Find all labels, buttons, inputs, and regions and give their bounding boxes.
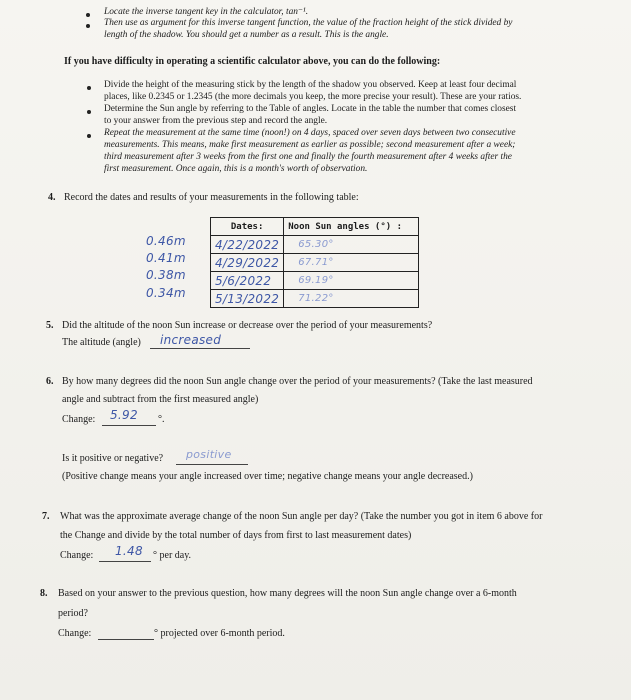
step-repeat-l2: measurements. This means, make first measurement as earlier as possible; second measurement after a week; <box>104 140 516 150</box>
step-repeat-l4: first measurement. Once again, this is a month's worth of observation. <box>104 164 368 174</box>
step-determine-l1: Determine the Sun angle by referring to the Table of angles. Locate in the table the number that comes closest <box>104 104 517 114</box>
question-8-text-l2: period? <box>58 608 88 619</box>
step-repeat-l1: Repeat the measurement at the same time (noon!) on 4 days, spaced over seven days between two consecutive <box>104 128 516 138</box>
date-cell[interactable] <box>211 290 284 308</box>
bullet <box>87 134 91 138</box>
table-row <box>211 290 419 308</box>
date-cell[interactable] <box>211 236 284 254</box>
step-determine-l2: to your answer from the previous step and record the angle. <box>104 116 328 126</box>
measurements-table <box>210 217 419 308</box>
question-7-text-l2: the Change and divide by the total number of days from first to last measurement dates) <box>60 530 412 541</box>
per-day-suffix: ° per day. <box>153 550 192 561</box>
date-cell[interactable] <box>211 272 284 290</box>
bullet <box>86 24 90 28</box>
question-6-number: 6. <box>46 376 54 387</box>
six-month-suffix: ° projected over 6-month period. <box>154 628 285 639</box>
question-8-text-l1: Based on your answer to the previous question, how many degrees will the noon Sun angle change over a 6-month <box>58 588 517 599</box>
question-4-text: Record the dates and results of your measurements in the following table: <box>64 192 359 203</box>
question-7-number: 7. <box>42 511 50 522</box>
date-value: 4/22/2022 <box>215 237 280 252</box>
change-label: Change: <box>60 550 94 561</box>
step-repeat-l3: third measurement after 3 weeks from the first one and finally the fourth measurement after 4 weeks after the <box>104 152 512 162</box>
bullet-text-argument-l1: Then use as argument for this inverse tangent function, the value of the fraction height of the stick divided by <box>104 18 513 28</box>
question-8-number: 8. <box>40 588 48 599</box>
angle-value: 67.71° <box>298 257 334 268</box>
bullet-text-inverse-tan: Locate the inverse tangent key in the calculator, tan⁻¹. <box>104 7 309 17</box>
question-7-text-l1: What was the approximate average change of the noon Sun angle per day? (Take the number you got in item 6 above for <box>60 511 543 522</box>
bullet-text-argument-l2: length of the shadow. You should get a number as a result. This is the angle. <box>104 30 389 40</box>
date-cell[interactable] <box>211 254 284 272</box>
angle-cell[interactable] <box>284 272 419 290</box>
angle-cell[interactable] <box>284 254 419 272</box>
angle-value: 69.19° <box>298 275 334 286</box>
header-noon-sun-angles: Noon Sun angles (°) : <box>284 218 419 236</box>
question-6-text-l2: angle and subtract from the first measured angle) <box>62 394 259 405</box>
question-5-text: Did the altitude of the noon Sun increase or decrease over the period of your measurements? <box>62 320 433 331</box>
difficulty-heading: If you have difficulty in operating a scientific calculator above, you can do the following: <box>64 56 441 67</box>
change-label: Change: <box>58 628 92 639</box>
altitude-answer-line[interactable] <box>150 348 250 349</box>
shadow-length: 0.34m <box>146 286 186 300</box>
step-divide-l2: places, like 0.2345 or 1.2345 (the more decimals you keep, the more precise your result). These are your ratios. <box>104 92 522 102</box>
altitude-answer: increased <box>160 333 222 347</box>
positive-negative-answer: positive <box>186 448 232 461</box>
table-row <box>211 272 419 290</box>
angle-value: 71.22° <box>298 293 334 304</box>
angle-cell[interactable] <box>284 236 419 254</box>
six-month-change-line[interactable] <box>98 639 154 640</box>
table-header-row <box>211 218 419 236</box>
positive-negative-line[interactable] <box>176 464 248 465</box>
date-value: 4/29/2022 <box>215 255 280 270</box>
table-row <box>211 236 419 254</box>
shadow-length: 0.38m <box>146 268 186 282</box>
date-value: 5/6/2022 <box>215 273 272 288</box>
change-answer: 5.92 <box>110 408 138 422</box>
altitude-label: The altitude (angle) <box>62 337 141 348</box>
bullet <box>87 86 91 90</box>
change-answer-line[interactable] <box>102 425 156 426</box>
positive-negative-label: Is it positive or negative? <box>62 453 164 464</box>
change-per-day-answer: 1.48 <box>115 544 143 558</box>
change-label: Change: <box>62 414 96 425</box>
angle-value: 65.30° <box>298 239 334 250</box>
question-5-number: 5. <box>46 320 54 331</box>
header-dates: Dates: <box>211 218 284 236</box>
step-divide-l1: Divide the height of the measuring stick by the length of the shadow you observed. Keep at least four decimal <box>104 80 517 90</box>
table-row <box>211 254 419 272</box>
shadow-length: 0.41m <box>146 251 186 265</box>
question-6-text-l1: By how many degrees did the noon Sun angle change over the period of your measurements? (Take the last measured <box>62 376 533 387</box>
positive-change-note: (Positive change means your angle increased over time; negative change means your angle decreased.) <box>62 471 473 482</box>
date-value: 5/13/2022 <box>215 291 280 306</box>
change-per-day-line[interactable] <box>99 561 151 562</box>
shadow-length: 0.46m <box>146 234 186 248</box>
bullet <box>86 13 90 17</box>
bullet <box>87 110 91 114</box>
degree-suffix: °. <box>158 414 165 425</box>
angle-cell[interactable] <box>284 290 419 308</box>
question-4-number: 4. <box>48 192 56 203</box>
